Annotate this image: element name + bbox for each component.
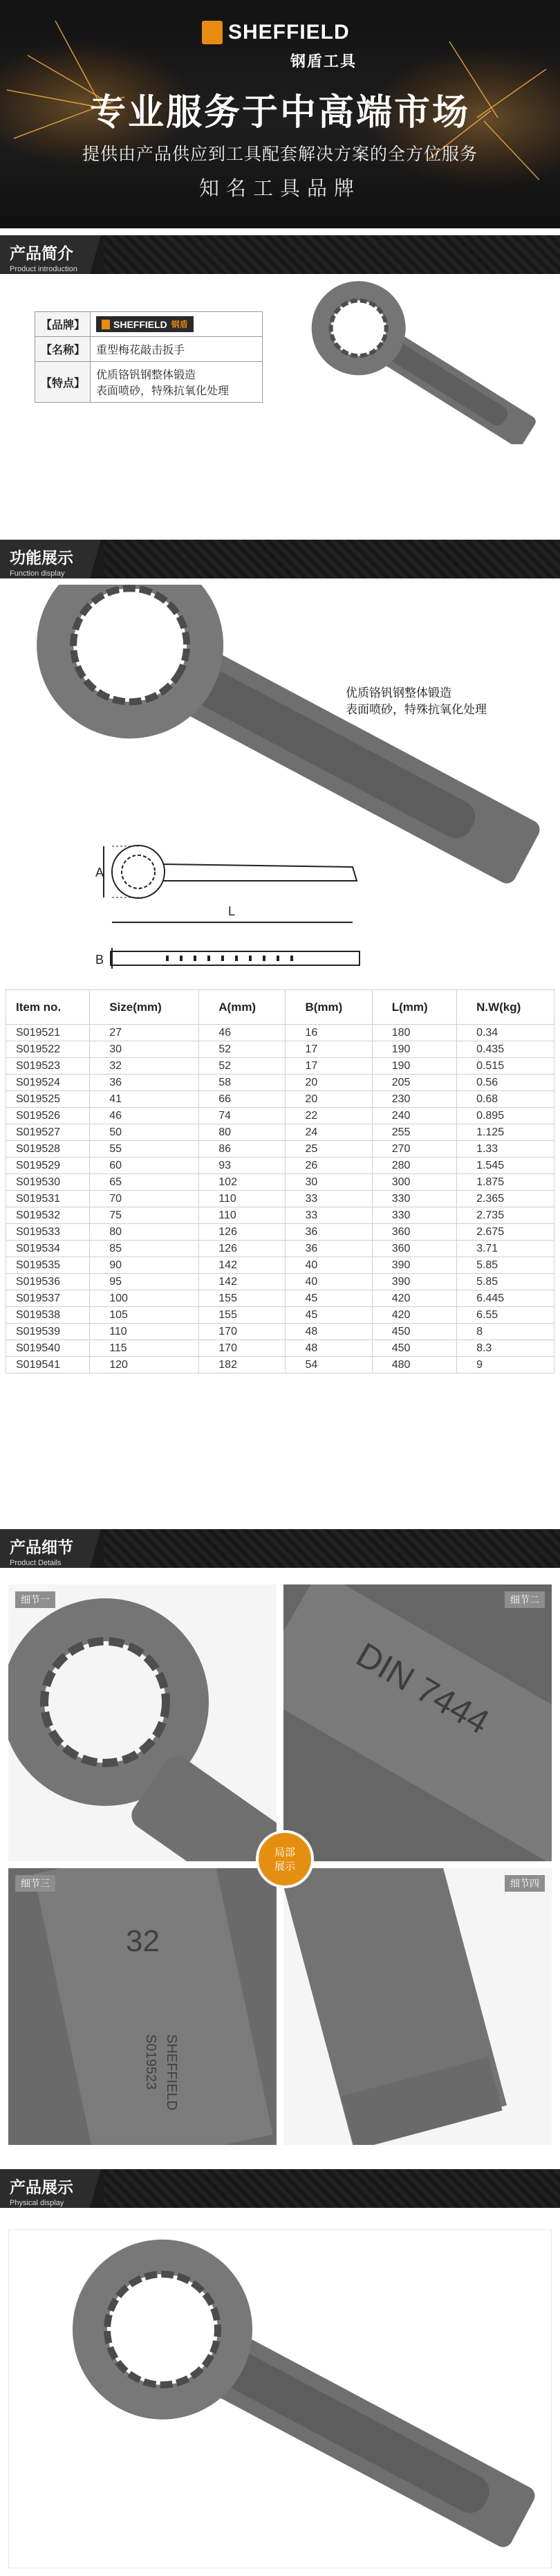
hero-banner [0,0,560,228]
spec-cell: 110 [90,1324,199,1340]
brand-chip-cn: 钢盾 [171,320,188,329]
section-header-physical [0,2169,560,2208]
engraving-din: DIN 7444 [350,1635,496,1742]
spec-cell: 66 [199,1091,286,1108]
spec-cell: 95 [90,1274,199,1290]
spec-cell: 0.56 [457,1075,554,1091]
spec-cell: 58 [199,1075,286,1091]
spec-cell: 105 [90,1307,199,1324]
spec-cell: S019526 [6,1108,90,1124]
detail-grid [8,1584,552,2145]
feature-key: 【特点】 [35,362,91,403]
spec-cell: 30 [286,1174,372,1191]
table-row [6,1191,554,1207]
spec-cell: 330 [372,1207,456,1224]
spec-table [6,989,554,1373]
spec-cell: 65 [90,1174,199,1191]
spec-cell: 170 [199,1340,286,1357]
spec-cell: S019525 [6,1091,90,1108]
spec-cell: 360 [372,1224,456,1241]
table-row [6,1058,554,1075]
engraving-code: S019523 [143,2034,158,2090]
dimension-diagram [83,841,373,986]
spec-header-cell: B(mm) [286,990,372,1025]
spec-cell: 80 [90,1224,199,1241]
spec-cell: 270 [372,1141,456,1158]
physical-display-panel [8,2229,552,2568]
spec-cell: 55 [90,1141,199,1158]
spec-cell: S019527 [6,1124,90,1141]
spec-cell: 54 [286,1357,372,1373]
spec-cell: 32 [90,1058,199,1075]
spec-cell: S019528 [6,1141,90,1158]
spec-cell: 45 [286,1290,372,1307]
spec-cell: 93 [199,1158,286,1174]
spec-cell: 33 [286,1207,372,1224]
spec-cell: 450 [372,1324,456,1340]
name-value: 重型梅花敲击扳手 [91,337,263,362]
spec-cell: 5.85 [457,1257,554,1274]
spec-cell: 300 [372,1174,456,1191]
detail-panel-1 [8,1584,277,1861]
spec-cell: 142 [199,1257,286,1274]
function-description [346,685,487,718]
spec-cell: 80 [199,1124,286,1141]
detail-panel-3 [8,1868,277,2145]
detail-panel-4 [283,1868,552,2145]
spec-cell: 40 [286,1274,372,1290]
spec-cell: 45 [286,1307,372,1324]
section-subtitle: Function display [10,569,65,578]
spec-cell: 33 [286,1191,372,1207]
spec-cell: 205 [372,1075,456,1091]
spec-cell: S019537 [6,1290,90,1307]
table-row [6,1224,554,1241]
table-row [6,1340,554,1357]
feature-value [91,362,263,403]
spec-cell: 2.365 [457,1191,554,1207]
spec-cell: 46 [199,1025,286,1041]
spec-cell: 170 [199,1324,286,1340]
spec-cell: 480 [372,1357,456,1373]
spec-cell: S019541 [6,1357,90,1373]
spec-cell: 115 [90,1340,199,1357]
spec-cell: S019533 [6,1224,90,1241]
spec-cell: 110 [199,1191,286,1207]
wrench-physical-image [9,2230,552,2569]
engraving-size: 32 [126,1924,160,1958]
dimension-b-label: B [95,953,104,967]
table-row [6,1158,554,1174]
spec-cell: 126 [199,1241,286,1257]
spec-cell: 190 [372,1041,456,1058]
spec-cell: 48 [286,1340,372,1357]
wrench-intro-image [273,278,550,444]
section-header-function [0,540,560,578]
shield-icon [102,320,110,329]
spec-cell: 0.895 [457,1108,554,1124]
brand-name: SHEFFIELD [228,21,350,44]
brand-key: 【品牌】 [35,312,91,337]
spec-cell: 9 [457,1357,554,1373]
local-display-badge [256,1830,314,1888]
spec-cell: 36 [286,1241,372,1257]
shield-icon [202,21,223,44]
dimension-l-label: L [228,904,236,918]
function-line: 表面喷砂，特殊抗氧化处理 [346,703,487,717]
table-row [6,1207,554,1224]
spec-cell: 280 [372,1158,456,1174]
feature-line: 优质铬钒钢整体锻造 [96,368,196,381]
spec-cell: 36 [90,1075,199,1091]
spec-cell: 420 [372,1290,456,1307]
table-row [6,1091,554,1108]
spec-cell: 240 [372,1108,456,1124]
spec-cell: 230 [372,1091,456,1108]
spec-cell: 360 [372,1241,456,1257]
spec-cell: 70 [90,1191,199,1207]
spec-cell: S019522 [6,1041,90,1058]
spec-cell: 30 [90,1041,199,1058]
spec-cell: S019521 [6,1025,90,1041]
spec-cell: 90 [90,1257,199,1274]
spec-cell: 1.545 [457,1158,554,1174]
spec-header-cell: N.W(kg) [457,990,554,1025]
table-row [6,1124,554,1141]
spec-cell: S019524 [6,1075,90,1091]
spec-cell: 50 [90,1124,199,1141]
section-subtitle: Physical display [10,2199,64,2207]
spec-cell: S019531 [6,1191,90,1207]
spec-cell: 6.55 [457,1307,554,1324]
spec-header-cell: Size(mm) [90,990,199,1025]
spec-header-cell: A(mm) [199,990,286,1025]
brand-value [91,312,263,337]
table-row [6,1075,554,1091]
spec-cell: 52 [199,1041,286,1058]
spec-cell: 24 [286,1124,372,1141]
table-row [6,1108,554,1124]
spec-cell: 0.68 [457,1091,554,1108]
function-line: 优质铬钒钢整体锻造 [346,686,451,700]
spec-header-cell: L(mm) [372,990,456,1025]
spec-cell: 48 [286,1324,372,1340]
spec-cell: 8.3 [457,1340,554,1357]
detail-label: 细节四 [505,1875,545,1892]
spec-cell: S019532 [6,1207,90,1224]
spec-cell: 180 [372,1025,456,1041]
spec-cell: 16 [286,1025,372,1041]
spec-cell: S019535 [6,1257,90,1274]
spec-cell: 52 [199,1058,286,1075]
spec-cell: 20 [286,1091,372,1108]
spec-cell: 74 [199,1108,286,1124]
section-subtitle: Product Details [10,1559,62,1567]
spec-cell: 100 [90,1290,199,1307]
table-row [6,1041,554,1058]
spec-cell: 5.85 [457,1274,554,1290]
spec-cell: 142 [199,1274,286,1290]
spec-cell: 75 [90,1207,199,1224]
section-subtitle: Product introduction [10,265,77,273]
spec-cell: 85 [90,1241,199,1257]
section-title: 功能展示 [10,549,73,567]
spec-cell: 390 [372,1257,456,1274]
spec-cell: S019540 [6,1340,90,1357]
name-key: 【名称】 [35,337,91,362]
spec-cell: 40 [286,1257,372,1274]
spec-cell: 0.34 [457,1025,554,1041]
table-row [6,1307,554,1324]
table-row [6,1357,554,1373]
spec-cell: 120 [90,1357,199,1373]
badge-line: 局部 [274,1846,295,1858]
spec-cell: S019523 [6,1058,90,1075]
spec-cell: 182 [199,1357,286,1373]
spec-cell: 0.515 [457,1058,554,1075]
spec-cell: 36 [286,1224,372,1241]
detail-panel-2 [283,1584,552,1861]
spec-cell: 86 [199,1141,286,1158]
spec-cell: 390 [372,1274,456,1290]
intro-table [35,311,263,403]
table-row [6,1025,554,1041]
spec-cell: 17 [286,1058,372,1075]
spec-cell: 330 [372,1191,456,1207]
section-title: 产品展示 [10,2179,73,2197]
brand-name-cn: 钢盾工具 [290,53,357,71]
spec-cell: S019539 [6,1324,90,1340]
spec-cell: 60 [90,1158,199,1174]
spec-cell: 41 [90,1091,199,1108]
table-row [6,1257,554,1274]
spec-cell: 110 [199,1207,286,1224]
hero-headline: 专业服务于中高端市场 [89,92,470,134]
spec-cell: 20 [286,1075,372,1091]
spec-cell: 3.71 [457,1241,554,1257]
feature-line: 表面喷砂，特殊抗氧化处理 [96,384,230,397]
spec-cell: 1.33 [457,1141,554,1158]
table-row [6,1274,554,1290]
spec-cell: 0.435 [457,1041,554,1058]
spec-cell: 190 [372,1058,456,1075]
table-row [6,1290,554,1307]
spec-cell: 2.675 [457,1224,554,1241]
spec-cell: 1.125 [457,1124,554,1141]
spec-cell: 22 [286,1108,372,1124]
hero-tagline: 知名工具品牌 [198,176,361,200]
detail-label: 细节三 [15,1875,55,1892]
spec-cell: 450 [372,1340,456,1357]
spec-cell: 26 [286,1158,372,1174]
spec-cell: 8 [457,1324,554,1340]
detail-label: 细节二 [505,1591,545,1608]
brand-logo [202,21,350,44]
table-row [6,1141,554,1158]
spec-cell: 25 [286,1141,372,1158]
spec-cell: 46 [90,1108,199,1124]
spec-cell: 155 [199,1307,286,1324]
spec-cell: S019534 [6,1241,90,1257]
spec-cell: 1.875 [457,1174,554,1191]
spec-cell: 102 [199,1174,286,1191]
spec-cell: S019536 [6,1274,90,1290]
dimension-a-label: A [95,866,104,879]
table-row [6,1324,554,1340]
engraving-sheffield: SHEFFIELD [164,2034,179,2111]
spec-header-cell: Item no. [6,990,90,1025]
spec-cell: S019529 [6,1158,90,1174]
brand-chip [96,316,194,332]
spec-cell: 155 [199,1290,286,1307]
spec-cell: 420 [372,1307,456,1324]
section-title: 产品简介 [10,245,73,263]
badge-line: 展示 [274,1860,295,1872]
spec-cell: 2.735 [457,1207,554,1224]
brand-chip-text: SHEFFIELD [113,318,167,330]
spec-cell: 27 [90,1025,199,1041]
spec-cell: 6.445 [457,1290,554,1307]
table-row [6,1174,554,1191]
section-header-details [0,1529,560,1568]
section-title: 产品细节 [10,1539,73,1557]
spec-cell: 255 [372,1124,456,1141]
table-row [6,1241,554,1257]
spec-cell: 17 [286,1041,372,1058]
spec-cell: S019530 [6,1174,90,1191]
spec-cell: 126 [199,1224,286,1241]
hero-subline: 提供由产品供应到工具配套解决方案的全方位服务 [82,144,478,164]
spec-cell: S019538 [6,1307,90,1324]
detail-label: 细节一 [15,1591,55,1608]
section-header-intro [0,235,560,274]
